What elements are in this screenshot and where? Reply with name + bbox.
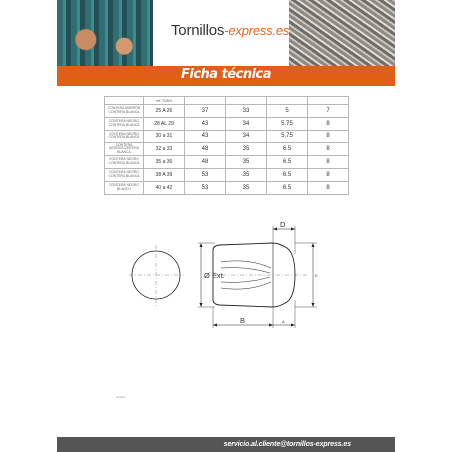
table-row [105, 181, 349, 194]
table-cell: 7 [308, 105, 349, 118]
table-cell: 8 [308, 117, 349, 130]
table-cell: 48 [185, 156, 226, 169]
footer-email: servicio.al.cliente@tornillos-express.es [223, 441, 351, 448]
table-cell: 34 [226, 117, 267, 130]
ext-label: Ø Ext. [204, 271, 225, 280]
table-cell: 35 a 36 [144, 156, 185, 169]
table-cell: 35 [226, 168, 267, 181]
header [57, 0, 395, 66]
table-cell: 40 a 42 [144, 181, 185, 194]
datasheet-page [57, 0, 395, 452]
table-cell: 8 [308, 130, 349, 143]
table-row [105, 117, 349, 130]
table-cell-description: CONTERA NEGRO CONTERA BLANCA [105, 117, 144, 130]
table-cell: 33 [226, 105, 267, 118]
brand-accent: -express.es [224, 23, 290, 38]
table-cell-description: CONTERA MARRÓN CONTERA BLANCA [105, 105, 144, 118]
table-header-cell: ref. TUDO [144, 97, 185, 105]
table-cell-description: CONTERA NEGRO BLANCO [105, 181, 144, 194]
table-header-cell [267, 97, 308, 105]
brand-logo [171, 22, 289, 39]
table-cell: 30 a 31 [144, 130, 185, 143]
table-cell: 48 [185, 143, 226, 156]
b-label: B [240, 316, 246, 325]
table-header-cell [226, 97, 267, 105]
spec-table [104, 96, 349, 195]
table-cell: 8 [308, 168, 349, 181]
a-label: A [282, 319, 285, 324]
table-cell: 8 [308, 156, 349, 169]
brand-main: Tornillos [171, 22, 225, 39]
table-row [105, 105, 349, 118]
d-label: D [280, 220, 286, 229]
table-cell: 35 [226, 181, 267, 194]
table-cell: 35 [226, 143, 267, 156]
table-cell: 6.5 [267, 181, 308, 194]
table-header-cell [105, 97, 144, 105]
header-photo-screws [289, 0, 395, 66]
table-cell: 6.5 [267, 143, 308, 156]
table-row [105, 143, 349, 156]
table-cell: 34 [226, 130, 267, 143]
table-cell-description: CONTERA NEGRO CONTERA BLANCA [105, 168, 144, 181]
table-cell: 25 A 26 [144, 105, 185, 118]
table-cell-description: CONTERA NEGRO/CONTERA BLANCA [105, 143, 144, 156]
table-cell: 5 [267, 105, 308, 118]
table-cell: 5.75 [267, 117, 308, 130]
table-row [105, 130, 349, 143]
table-cell: 53 [185, 168, 226, 181]
table-cell: 8 [308, 181, 349, 194]
table-cell: 8 [308, 143, 349, 156]
table-cell: 38 A 39 [144, 168, 185, 181]
footer-bar [57, 437, 395, 452]
table-cell-description: CONTERA NEGRO CONTERA BLANCA [105, 130, 144, 143]
table-cell: 6.5 [267, 168, 308, 181]
table-cell: 35 [226, 156, 267, 169]
table-cell: 53 [185, 181, 226, 194]
table-row [105, 156, 349, 169]
table-cell: 6.5 [267, 156, 308, 169]
page-title: Ficha técnica [180, 67, 272, 82]
table-cell: 43 [185, 130, 226, 143]
small-note: auxiliar [116, 395, 126, 399]
table-header-cell [308, 97, 349, 105]
table-cell-description: CONTERA NEGRO CONTERA BLANCA [105, 156, 144, 169]
table-header-cell [185, 97, 226, 105]
table-cell: 32 a 33 [144, 143, 185, 156]
e-label: E [315, 273, 318, 278]
table-cell: 37 [185, 105, 226, 118]
technical-drawing [129, 218, 329, 338]
table-row [105, 168, 349, 181]
header-photo-tools [57, 0, 153, 66]
table-header-row [105, 97, 349, 105]
table-cell: 43 [185, 117, 226, 130]
table-cell: 28 AL 29 [144, 117, 185, 130]
table-cell: 5.75 [267, 130, 308, 143]
